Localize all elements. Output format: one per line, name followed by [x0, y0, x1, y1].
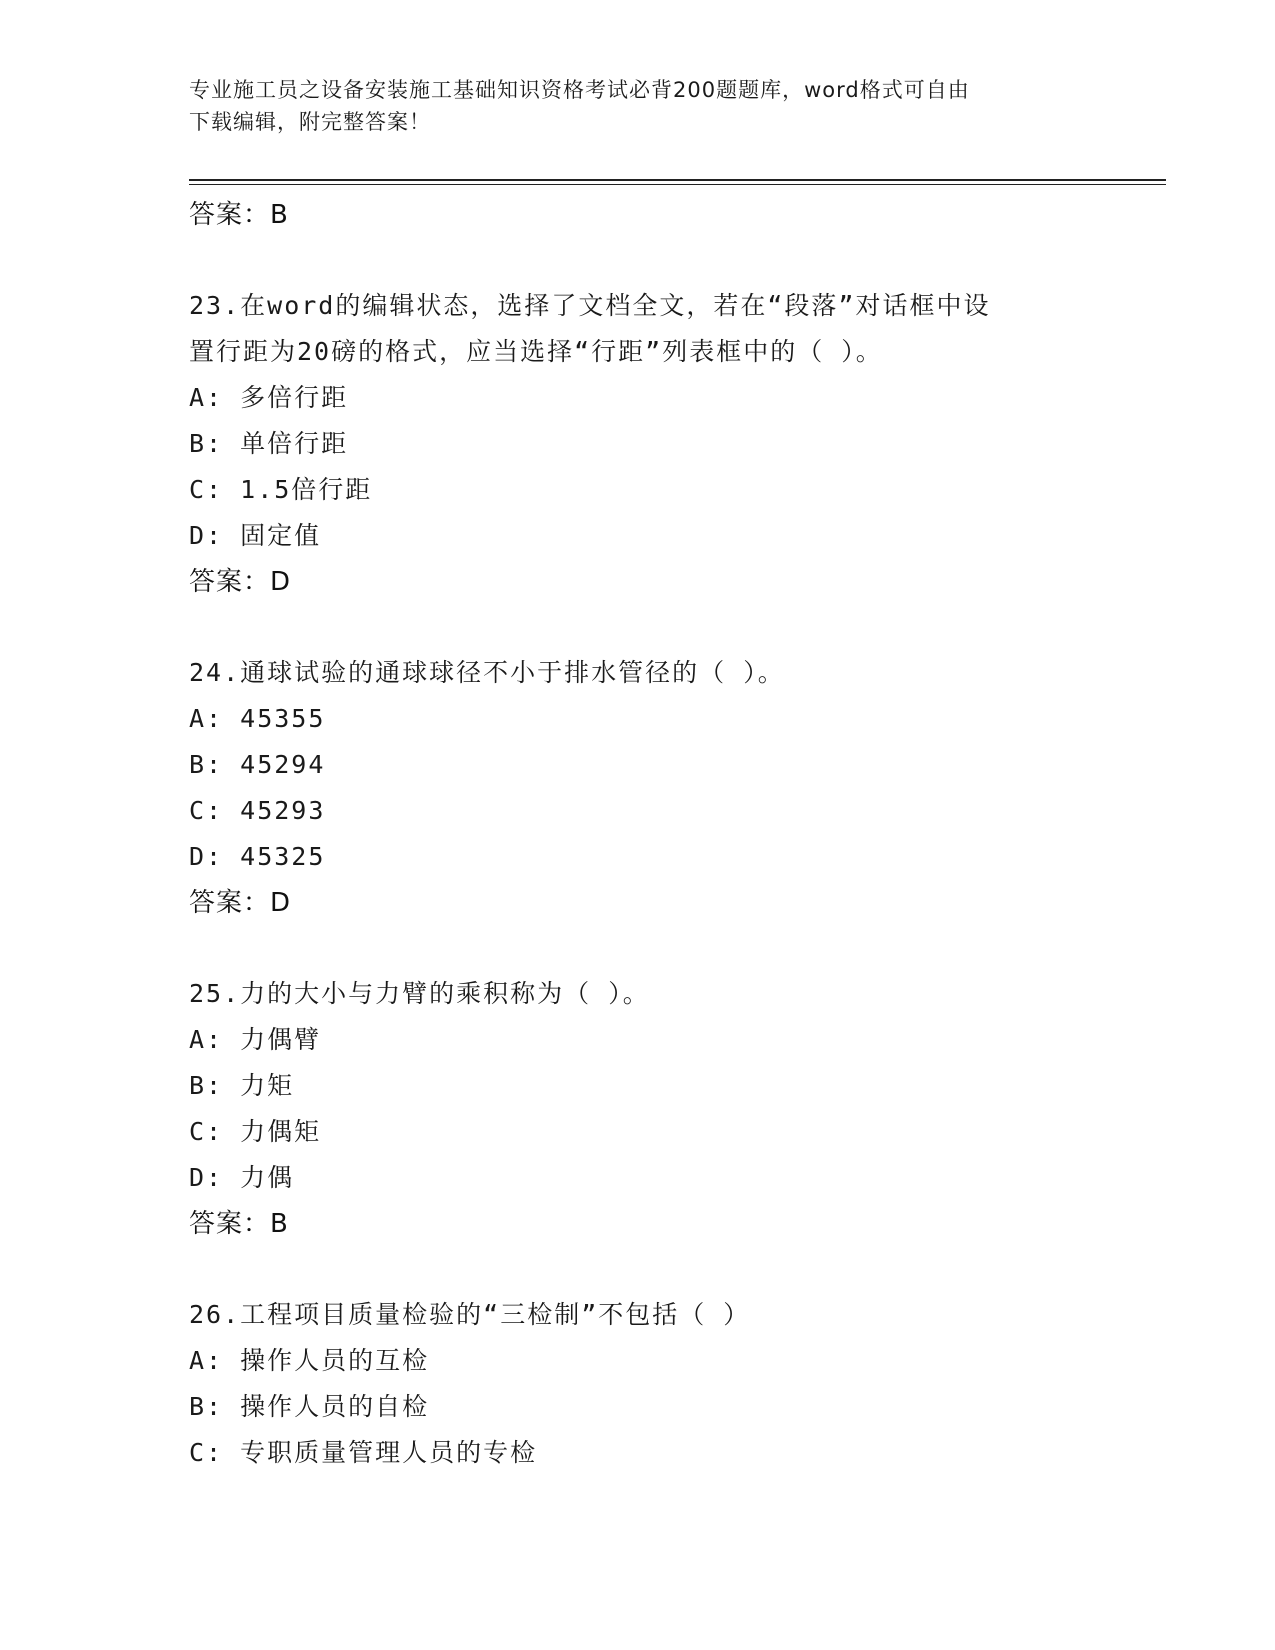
option-b: B: 力矩: [189, 1071, 295, 1100]
option-a: A: 力偶臂: [189, 1025, 322, 1054]
document-header: [189, 74, 1089, 138]
header-divider-thick: [189, 179, 1166, 181]
spacer: [189, 926, 1109, 971]
question-24: [189, 650, 1109, 926]
question-stem: 24.通球试验的通球球径不小于排水管径的（ ）。: [189, 658, 785, 687]
answer: 答案：D: [189, 888, 292, 918]
option-b: B: 45294: [189, 750, 326, 779]
header-line-1: 专业施工员之设备安装施工基础知识资格考试必背200题题库，word格式可自由: [189, 78, 970, 102]
spacer: [189, 605, 1109, 650]
option-d: D: 固定值: [189, 521, 322, 550]
question-26: [189, 1292, 1109, 1476]
option-c: C: 1.5倍行距: [189, 475, 373, 504]
option-a: A: 多倍行距: [189, 383, 349, 412]
option-d: D: 45325: [189, 842, 326, 871]
header-divider-thin: [189, 184, 1166, 185]
option-c: C: 力偶矩: [189, 1117, 322, 1146]
question-25: [189, 971, 1109, 1247]
option-a: A: 操作人员的互检: [189, 1346, 430, 1375]
answer: 答案：B: [189, 1209, 289, 1239]
document-body: [189, 192, 1109, 1476]
option-b: B: 操作人员的自检: [189, 1392, 430, 1421]
question-stem: 置行距为20磅的格式，应当选择“行距”列表框中的（ ）。: [189, 337, 883, 366]
option-c: C: 45293: [189, 796, 326, 825]
option-b: B: 单倍行距: [189, 429, 349, 458]
question-stem: 25.力的大小与力臂的乘积称为（ ）。: [189, 979, 650, 1008]
option-c: C: 专职质量管理人员的专检: [189, 1438, 538, 1467]
question-stem: 26.工程项目质量检验的“三检制”不包括（ ）: [189, 1300, 751, 1329]
option-a: A: 45355: [189, 704, 326, 733]
question-23: [189, 283, 1109, 605]
answer: 答案：D: [189, 567, 292, 597]
header-line-2: 下载编辑，附完整答案！: [189, 110, 431, 134]
question-stem: 23.在word的编辑状态，选择了文档全文，若在“段落”对话框中设: [189, 291, 991, 320]
previous-answer: 答案：B: [189, 200, 289, 230]
spacer: [189, 238, 1109, 283]
spacer: [189, 1247, 1109, 1292]
option-d: D: 力偶: [189, 1163, 295, 1192]
